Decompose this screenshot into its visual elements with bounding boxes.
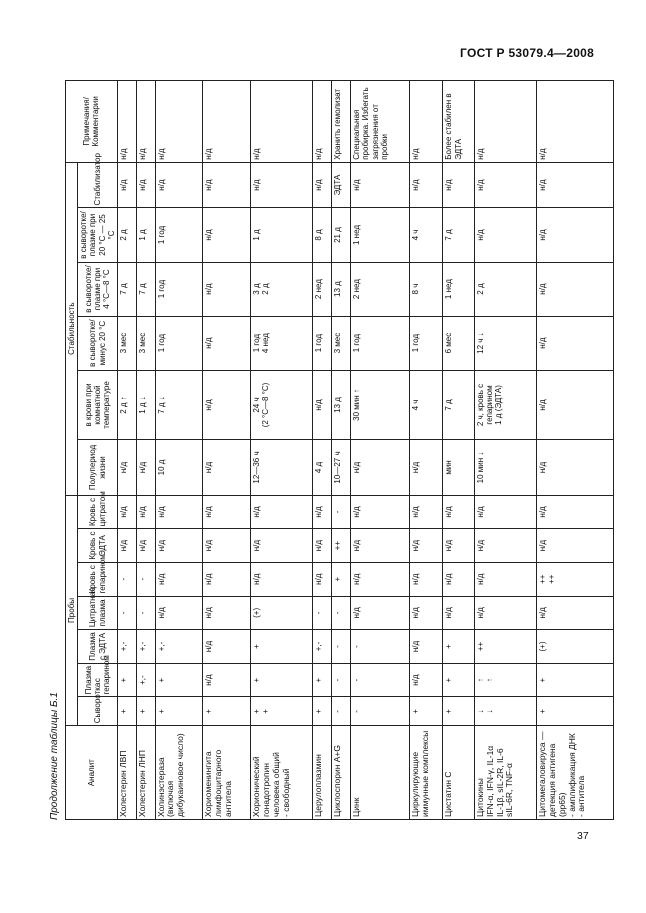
stabilizer-cell: н/д (537, 162, 614, 208)
analyte-cell: Холестерин ЛНП (136, 726, 155, 820)
note-cell: н/д (203, 81, 251, 163)
edta-plasma-cell: - (351, 630, 410, 664)
heparin-plasma-cell: + (537, 663, 614, 697)
heparin-blood-cell: н/д (443, 562, 475, 596)
header-minus20: в сыворотке/ минус 20 °С (78, 316, 118, 370)
header-serum: Сыворотка (78, 697, 118, 726)
room-temp-cell: 24 ч (2 °С—8 °С) (251, 370, 313, 440)
stability-20-25c-cell: 7 д (443, 208, 475, 262)
stability-4-8c-cell: 3 д 2 д (251, 262, 313, 316)
stability-4-8c-cell: 8 ч (410, 262, 443, 316)
analyte-cell: Холестерин ЛВП (117, 726, 136, 820)
stability-4-8c-cell: 2 нед (313, 262, 332, 316)
citrate-blood-cell: н/д (155, 495, 203, 529)
heparin-plasma-cell: н/д (203, 663, 251, 697)
heparin-blood-cell: н/д (475, 562, 537, 596)
heparin-plasma-cell: + (251, 663, 313, 697)
stability-4-8c-cell: н/д (537, 262, 614, 316)
citrate-blood-cell: н/д (475, 495, 537, 529)
stability-20-25c-cell: 21 д (332, 208, 351, 262)
heparin-plasma-cell: + (313, 663, 332, 697)
stabilizer-cell: н/д (313, 162, 332, 208)
table-row (351, 81, 410, 820)
half-life-cell: 10 мин ↓ (475, 440, 537, 495)
edta-blood-cell: н/д (136, 529, 155, 563)
room-temp-cell: 13 д (332, 370, 351, 440)
half-life-cell: 10 д (155, 440, 203, 495)
heparin-plasma-cell: + (155, 663, 203, 697)
room-temp-cell: 7 д ↓ (155, 370, 203, 440)
table-row (203, 81, 251, 820)
stability-20-25c-cell: 1 нед (351, 208, 410, 262)
table-row (537, 81, 614, 820)
heparin-plasma-cell: +,- (136, 663, 155, 697)
edta-blood-cell: н/д (537, 529, 614, 563)
stability-4-8c-cell: 7 д (136, 262, 155, 316)
edta-plasma-cell: +,- (155, 630, 203, 664)
note-cell: н/д (155, 81, 203, 163)
stabilizer-cell: н/д (410, 162, 443, 208)
header-edta-blood: Кровь с ЭДТА (78, 529, 118, 563)
stability-4-8c-cell: 2 нед (351, 262, 410, 316)
analyte-cell: Цинк (351, 726, 410, 820)
citrate-blood-cell: н/д (537, 495, 614, 529)
citrate-blood-cell: - (332, 495, 351, 529)
table-row (332, 81, 351, 820)
minus20-cell: 1 год (410, 316, 443, 370)
minus20-cell: 1 год (313, 316, 332, 370)
edta-plasma-cell: н/д (410, 630, 443, 664)
note-cell: Более стабилен в ЭДТА (443, 81, 475, 163)
citrate-blood-cell: н/д (410, 495, 443, 529)
analyte-stability-table (65, 80, 614, 820)
minus20-cell: 12 ч ↓ (475, 316, 537, 370)
note-cell: н/д (537, 81, 614, 163)
analyte-cell: Цистатин С (443, 726, 475, 820)
stability-20-25c-cell: 1 год (155, 208, 203, 262)
edta-blood-cell: н/д (443, 529, 475, 563)
edta-plasma-cell: +,- (136, 630, 155, 664)
note-cell: н/д (251, 81, 313, 163)
half-life-cell: 4 д (313, 440, 332, 495)
citrate-plasma-cell: (+) (251, 596, 313, 630)
note-cell: н/д (313, 81, 332, 163)
stabilizer-cell: н/д (251, 162, 313, 208)
stabilizer-cell: н/д (443, 162, 475, 208)
serum-cell: ↓ ↓ (475, 697, 537, 726)
edta-blood-cell: н/д (313, 529, 332, 563)
minus20-cell: 6 мес (443, 316, 475, 370)
half-life-cell: 12—36 ч (251, 440, 313, 495)
room-temp-cell: н/д (203, 370, 251, 440)
edta-blood-cell: н/д (251, 529, 313, 563)
room-temp-cell: н/д (313, 370, 332, 440)
citrate-plasma-cell: н/д (443, 596, 475, 630)
edta-plasma-cell: ++ (475, 630, 537, 664)
room-temp-cell: 2 ч, кровь с гепарином 1 д (ЭДТА) (475, 370, 537, 440)
room-temp-cell: 4 ч (410, 370, 443, 440)
stability-20-25c-cell: 8 д (313, 208, 332, 262)
heparin-blood-cell: н/д (203, 562, 251, 596)
serum-cell: + (155, 697, 203, 726)
table-row (443, 81, 475, 820)
note-cell: Хранить гемолизат (332, 81, 351, 163)
minus20-cell: 1 год (155, 316, 203, 370)
analyte-cell: Цитокины IFN-α, IFN-γ, IL-1α IL-1β, sIL-2R, IL-6 sIL-6R, TNF-α (475, 726, 537, 820)
rotated-table-container (65, 80, 614, 820)
edta-blood-cell: н/д (203, 529, 251, 563)
stability-4-8c-cell: 13 д (332, 262, 351, 316)
header-stability: Стабильность (66, 162, 78, 495)
edta-plasma-cell: - (332, 630, 351, 664)
minus20-cell: 1 год 4 нед (251, 316, 313, 370)
stability-20-25c-cell: 1 д (136, 208, 155, 262)
half-life-cell: мин (443, 440, 475, 495)
table-row (117, 81, 136, 820)
stability-4-8c-cell: 1 нед (443, 262, 475, 316)
document-code: ГОСТ Р 53079.4—2008 (460, 46, 595, 60)
edta-plasma-cell: +,- (117, 630, 136, 664)
heparin-blood-cell: н/д (351, 562, 410, 596)
heparin-blood-cell: н/д (155, 562, 203, 596)
half-life-cell: н/д (410, 440, 443, 495)
minus20-cell: н/д (203, 316, 251, 370)
heparin-plasma-cell: - (332, 663, 351, 697)
citrate-blood-cell: н/д (117, 495, 136, 529)
heparin-plasma-cell: н/д (410, 663, 443, 697)
header-20-25c: в сыворотке/ плазме при 20 °С — 25 °С (78, 208, 118, 262)
edta-blood-cell: ++ (332, 529, 351, 563)
note-cell: н/д (117, 81, 136, 163)
note-cell: н/д (475, 81, 537, 163)
citrate-blood-cell: н/д (443, 495, 475, 529)
room-temp-cell: 7 д (443, 370, 475, 440)
citrate-plasma-cell: - (117, 596, 136, 630)
note-cell: Специальная пробирка. Избегать загрязнения от пробки (351, 81, 410, 163)
citrate-plasma-cell: н/д (475, 596, 537, 630)
citrate-plasma-cell: н/д (203, 596, 251, 630)
edta-blood-cell: н/д (475, 529, 537, 563)
serum-cell: + (443, 697, 475, 726)
header-notes: Примечания/ Комментарии (66, 81, 118, 163)
stability-20-25c-cell: 4 ч (410, 208, 443, 262)
half-life-cell: н/д (203, 440, 251, 495)
edta-plasma-cell: + (251, 630, 313, 664)
header-citrate-plasma: Цитратная плазма (78, 596, 118, 630)
table-row (155, 81, 203, 820)
header-citrate-blood: Кровь с цитратом (78, 495, 118, 529)
stabilizer-cell: н/д (475, 162, 537, 208)
analyte-cell: Хориоменингита лимфоцитарного антитела (203, 726, 251, 820)
minus20-cell: н/д (537, 316, 614, 370)
edta-plasma-cell: н/д (203, 630, 251, 664)
serum-cell: + (313, 697, 332, 726)
heparin-blood-cell: + (332, 562, 351, 596)
serum-cell: + (203, 697, 251, 726)
heparin-blood-cell: н/д (313, 562, 332, 596)
citrate-plasma-cell: н/д (537, 596, 614, 630)
room-temp-cell: 1 д ↓ (136, 370, 155, 440)
header-half-life: Полупериод жизни (78, 440, 118, 495)
table-row (475, 81, 537, 820)
stability-4-8c-cell: 2 д (475, 262, 537, 316)
citrate-blood-cell: н/д (313, 495, 332, 529)
half-life-cell: н/д (537, 440, 614, 495)
table-row (410, 81, 443, 820)
minus20-cell: 3 мес (136, 316, 155, 370)
stabilizer-cell: н/д (155, 162, 203, 208)
analyte-cell: Циркулирующие иммунные комплексы (410, 726, 443, 820)
heparin-blood-cell: - (136, 562, 155, 596)
heparin-plasma-cell: + (117, 663, 136, 697)
minus20-cell: 1 год (351, 316, 410, 370)
room-temp-cell: н/д (537, 370, 614, 440)
half-life-cell: н/д (117, 440, 136, 495)
stability-4-8c-cell: 1 год (155, 262, 203, 316)
analyte-cell: Церулоплазмин (313, 726, 332, 820)
stability-20-25c-cell: н/д (475, 208, 537, 262)
table-row (136, 81, 155, 820)
citrate-plasma-cell: н/д (351, 596, 410, 630)
serum-cell: - (332, 697, 351, 726)
citrate-blood-cell: н/д (136, 495, 155, 529)
header-edta-plasma: Плазма с ЭДТА (78, 630, 118, 664)
edta-plasma-cell: (+) (537, 630, 614, 664)
edta-blood-cell: н/д (351, 529, 410, 563)
minus20-cell: 3 мес (332, 316, 351, 370)
serum-cell: - (351, 697, 410, 726)
citrate-plasma-cell: н/д (410, 596, 443, 630)
header-analyte: Аналит (66, 726, 118, 820)
header-stabilizer: Стабилизатор (78, 162, 118, 208)
serum-cell: + (136, 697, 155, 726)
heparin-blood-cell: ++ ++ (537, 562, 614, 596)
stability-4-8c-cell: 7 д (117, 262, 136, 316)
stability-4-8c-cell: н/д (203, 262, 251, 316)
table-row (251, 81, 313, 820)
header-heparin-blood: Кровь с гепарином (78, 562, 118, 596)
header-samples: Пробы (66, 495, 78, 726)
stabilizer-cell: н/д (117, 162, 136, 208)
header-4-8c: в сыворотке/ плазме при 4 °С—8 °С (78, 262, 118, 316)
stabilizer-cell: н/д (203, 162, 251, 208)
table-continuation-label: Продолжение таблицы Б.1 (49, 692, 60, 820)
serum-cell: + (537, 697, 614, 726)
half-life-cell: н/д (136, 440, 155, 495)
heparin-blood-cell: н/д (251, 562, 313, 596)
citrate-plasma-cell: - (332, 596, 351, 630)
note-cell: н/д (410, 81, 443, 163)
edta-blood-cell: н/д (155, 529, 203, 563)
table-body (117, 81, 613, 820)
half-life-cell: 10—27 ч (332, 440, 351, 495)
serum-cell: + (117, 697, 136, 726)
heparin-plasma-cell: - (351, 663, 410, 697)
citrate-blood-cell: н/д (251, 495, 313, 529)
edta-plasma-cell: +,- (313, 630, 332, 664)
analyte-cell: Цитомегаловируса — детекция антигена (pp65) - амплификация ДНК - антитела (537, 726, 614, 820)
stability-20-25c-cell: 2 д (117, 208, 136, 262)
page-number: 37 (577, 830, 589, 842)
heparin-blood-cell: - (117, 562, 136, 596)
stabilizer-cell: ЭДТА (332, 162, 351, 208)
heparin-blood-cell: н/д (410, 562, 443, 596)
stabilizer-cell: н/д (351, 162, 410, 208)
edta-blood-cell: н/д (410, 529, 443, 563)
heparin-plasma-cell: + (443, 663, 475, 697)
half-life-cell: н/д (351, 440, 410, 495)
heparin-plasma-cell: ↑ ↑ (475, 663, 537, 697)
stability-20-25c-cell: 1 д (251, 208, 313, 262)
header-heparin-plasma: Плазма с гепарином (78, 663, 118, 697)
citrate-plasma-cell: - (136, 596, 155, 630)
room-temp-cell: 2 д ↑ (117, 370, 136, 440)
edta-plasma-cell: + (443, 630, 475, 664)
citrate-plasma-cell: н/д (155, 596, 203, 630)
table-row (313, 81, 332, 820)
analyte-cell: Холинэстераза (включая дибукаиновое число) (155, 726, 203, 820)
stabilizer-cell: н/д (136, 162, 155, 208)
analyte-cell: Циклоспорин A+G (332, 726, 351, 820)
citrate-plasma-cell: - (313, 596, 332, 630)
header-room-temp: в крови при комнатной температуре (78, 370, 118, 440)
citrate-blood-cell: н/д (203, 495, 251, 529)
citrate-blood-cell: н/д (351, 495, 410, 529)
stability-20-25c-cell: н/д (537, 208, 614, 262)
stability-20-25c-cell: н/д (203, 208, 251, 262)
serum-cell: + (410, 697, 443, 726)
minus20-cell: 3 мес (117, 316, 136, 370)
room-temp-cell: 30 мин ↑ (351, 370, 410, 440)
note-cell: н/д (136, 81, 155, 163)
edta-blood-cell: н/д (117, 529, 136, 563)
analyte-cell: Хорионический гонадотропин человека общий - свободный (251, 726, 313, 820)
serum-cell: + + (251, 697, 313, 726)
